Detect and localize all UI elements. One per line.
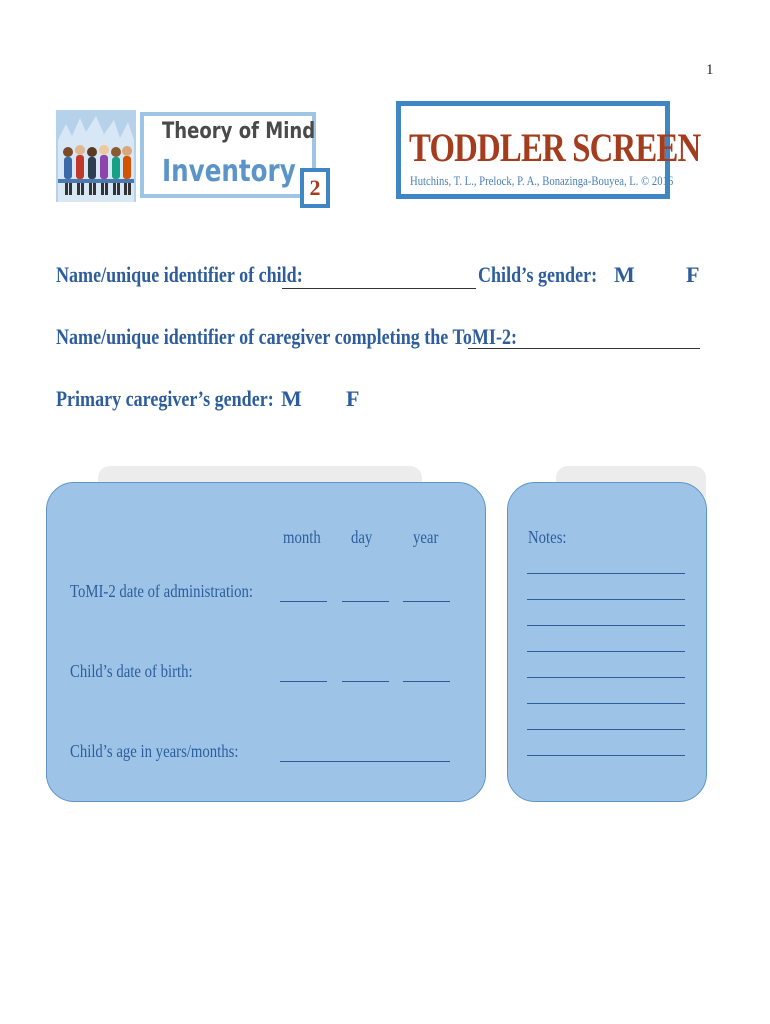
notes-line[interactable] xyxy=(527,631,685,652)
notes-line[interactable] xyxy=(527,709,685,730)
child-id-label: Name/unique identifier of child: xyxy=(56,262,303,287)
dob-day-field[interactable] xyxy=(342,661,389,682)
logo-title-line-2: Inventory xyxy=(162,154,296,189)
caregiver-gender-label: Primary caregiver’s gender: xyxy=(56,386,274,411)
admin-day-field[interactable] xyxy=(342,581,389,602)
dob-label: Child’s date of birth: xyxy=(70,661,193,681)
logo-title-line-1: Theory of Mind xyxy=(162,119,316,144)
admin-date-label: ToMI-2 date of administration: xyxy=(70,581,254,601)
notes-line[interactable] xyxy=(527,683,685,704)
caregiver-id-field[interactable] xyxy=(468,326,700,349)
page-number: 1 xyxy=(706,62,714,78)
caregiver-gender-f-option[interactable]: F xyxy=(346,386,360,411)
column-header-day: day xyxy=(351,527,373,547)
page-title: TODDLER SCREEN xyxy=(409,125,701,170)
notes-line[interactable] xyxy=(527,605,685,626)
child-gender-m-option[interactable]: M xyxy=(614,262,635,287)
notes-line[interactable] xyxy=(527,735,685,756)
age-label: Child’s age in years/months: xyxy=(70,741,239,761)
tomi-logo xyxy=(56,110,326,212)
age-field[interactable] xyxy=(280,741,450,762)
logo-title-box xyxy=(140,112,316,198)
notes-line[interactable] xyxy=(527,579,685,600)
child-gender-label: Child’s gender: xyxy=(478,262,598,287)
admin-year-field[interactable] xyxy=(403,581,450,602)
notes-panel xyxy=(507,482,707,802)
citation: Hutchins, T. L., Prelock, P. A., Bonazinga-Bouyea, L. © 2016 xyxy=(410,173,674,188)
column-header-year: year xyxy=(413,527,439,547)
logo-edition-box xyxy=(300,168,330,208)
column-header-month: month xyxy=(283,527,321,547)
admin-month-field[interactable] xyxy=(280,581,327,602)
child-id-field[interactable] xyxy=(282,266,476,289)
dob-year-field[interactable] xyxy=(403,661,450,682)
title-box xyxy=(396,101,701,199)
notes-line[interactable] xyxy=(527,553,685,574)
dob-month-field[interactable] xyxy=(280,661,327,682)
notes-label: Notes: xyxy=(528,527,567,547)
child-gender-f-option[interactable]: F xyxy=(686,262,700,287)
dates-panel xyxy=(46,482,486,802)
children-group-icon xyxy=(56,110,136,202)
caregiver-gender-m-option[interactable]: M xyxy=(281,386,302,411)
caregiver-id-label: Name/unique identifier of caregiver completing the ToMI-2: xyxy=(56,324,517,349)
logo-edition-number: 2 xyxy=(309,175,321,200)
notes-line[interactable] xyxy=(527,657,685,678)
